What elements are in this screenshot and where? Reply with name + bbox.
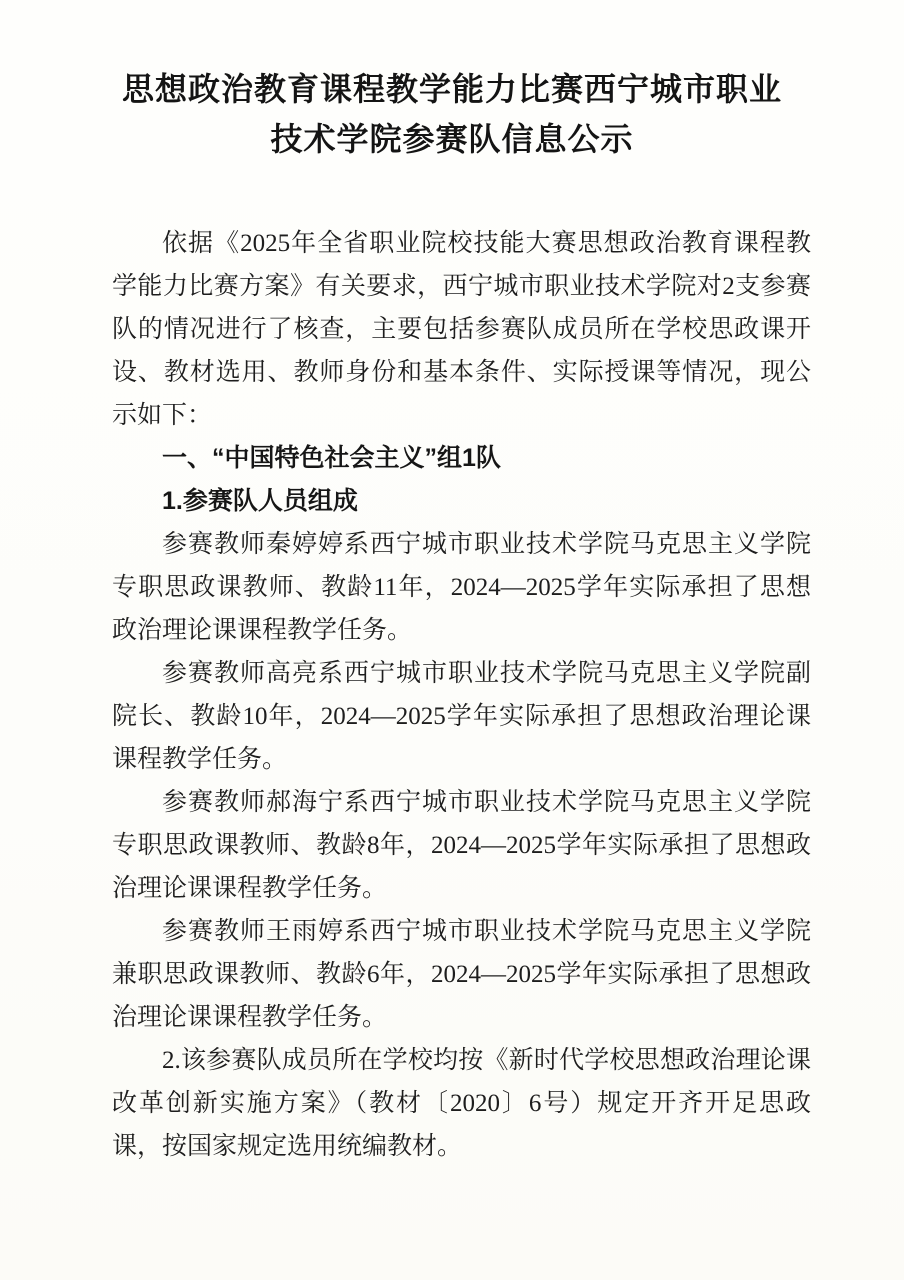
document-body: [0, 164, 904, 1168]
teacher-paragraph-4: 参赛教师王雨婷系西宁城市职业技术学院马克思主义学院兼职思政课教师、教龄6年，2024—2025学年实际承担了思想政治理论课课程教学任务。: [112, 918, 811, 1031]
teacher-paragraph-1: 参赛教师秦婷婷系西宁城市职业技术学院马克思主义学院专职思政课教师、教龄11年，2024—2025学年实际承担了思想政治理论课课程教学任务。: [112, 531, 811, 644]
intro-paragraph: 依据《2025年全省职业院校技能大赛思想政治教育课程教学能力比赛方案》有关要求，西宁城市职业技术学院对2支参赛队的情况进行了核查，主要包括参赛队成员所在学校思政课开设、教材选用、教师身份和基本条件、实际授课等情况，现公示如下：: [112, 230, 811, 429]
section-1-heading: 一、“中国特色社会主义”组1队: [162, 444, 501, 472]
teacher-paragraph-2: 参赛教师高亮系西宁城市职业技术学院马克思主义学院副院长、教龄10年，2024—2025学年实际承担了思想政治理论课课程教学任务。: [112, 660, 811, 773]
teacher-paragraph-3: 参赛教师郝海宁系西宁城市职业技术学院马克思主义学院专职思政课教师、教龄8年，2024—2025学年实际承担了思想政治理论课课程教学任务。: [112, 789, 811, 902]
subsection-1-team-members-heading: 1.参赛队人员组成: [162, 487, 358, 515]
curriculum-compliance-paragraph: 2.该参赛队成员所在学校均按《新时代学校思想政治理论课改革创新实施方案》（教材〔2020〕6号）规定开齐开足思政课，按国家规定选用统编教材。: [112, 1047, 811, 1160]
document-title: 思想政治教育课程教学能力比赛西宁城市职业技术学院参赛队信息公示: [121, 71, 782, 157]
